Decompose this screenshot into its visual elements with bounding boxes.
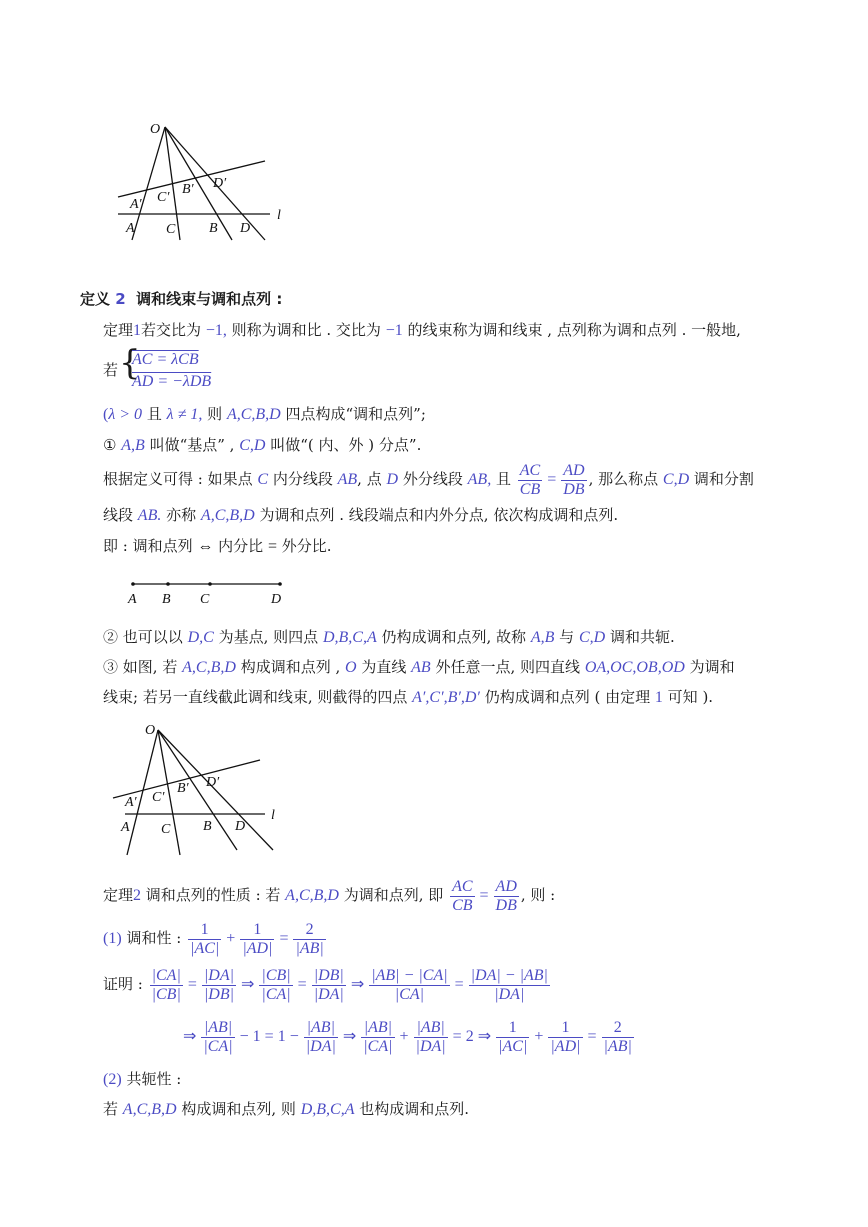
fraction [259,967,292,1004]
fraction [496,1019,529,1056]
text: 为直线 [361,658,407,676]
text: 叫做“( 内、外 ) 分点”. [270,436,422,454]
fig1-label-o: O [150,122,161,137]
fig3-label-o: O [145,723,156,738]
math-value: −1, [205,322,227,339]
item-label: (1) [103,930,122,947]
system-equation-1 [132,349,199,370]
operator: + [399,1028,409,1045]
fraction [414,1019,448,1056]
fraction [201,1019,234,1056]
paragraph-basepoints [103,435,421,456]
fig3-label-a: A [121,820,130,835]
fraction [602,1019,634,1056]
figure-harmonic-pencil-top [110,115,300,245]
numerator: 2 [602,1019,634,1038]
text: 且 [146,405,162,423]
numerator: AC [519,461,541,479]
fraction [304,1019,338,1056]
fraction [312,967,346,1004]
numerator: |AB| [304,1019,338,1038]
text: 共轭性 : [126,1070,182,1088]
denominator: |DB| [203,985,235,1003]
fig3-label-d: D [235,819,246,834]
text: ( [103,406,109,423]
text: 调和分割 [693,470,754,488]
item-label: (2) [103,1071,122,1088]
denominator: CB [452,896,473,914]
circled-number: ① [103,436,117,454]
denominator: |CA| [203,1037,233,1055]
denominator: |AD| [550,1037,581,1055]
math: A,B [530,629,555,646]
math: A,C,B,D [182,659,236,676]
numerator: 2 [293,921,325,940]
text: 可知 ). [667,688,714,706]
denominator: |AB| [603,1037,632,1055]
text: 叫做“基点” , [149,436,235,454]
text: 外分比. [281,537,332,555]
fig3-label-l: l [271,808,275,823]
denominator: |AB| [295,939,324,957]
section-title [80,289,282,309]
fig1-label-a1: A′ [130,197,142,212]
fraction [469,967,550,1004]
text: 为调和点列 . 线段端点和内外分点, 依次构成调和点列. [259,506,619,524]
denominator: |DA| [494,985,525,1003]
numerator: 1 [240,921,274,940]
denominator: |AC| [498,1037,528,1055]
text: 内分比 [218,537,264,555]
denominator: |CA| [363,1037,393,1055]
vector-equation: AC = λCB [132,351,199,368]
proof-line-2 [180,1016,636,1057]
math: O [345,659,357,676]
proof-label: 证明 : [103,975,143,993]
denominator: |DA| [313,985,344,1003]
numerator: 1 [496,1019,529,1038]
fig1-label-c: C [166,222,176,237]
fig3-label-c1: C′ [152,790,165,805]
theorem-number: 1 [133,322,142,339]
denominator: |DA| [305,1037,336,1055]
paragraph-definition [103,459,754,500]
math: AB. [137,507,162,524]
math: C [257,471,269,488]
denominator: CB [519,480,541,498]
fraction [548,1019,582,1056]
denominator: |CA| [394,985,425,1003]
left-brace: { [119,343,141,383]
system-prefix: 若 [103,361,119,379]
text: 调和性 : [126,929,182,947]
text: 调和共轭. [609,628,675,646]
denominator: |AC| [190,939,220,957]
operator: ⇒ [241,976,255,993]
text: 调和点列的性质 : 若 [145,886,281,904]
numerator: |DA| − |AB| [470,966,548,984]
math: AB [337,471,358,488]
operator: = [187,976,197,993]
operator: + [226,930,236,947]
fig1-label-b: B [209,221,218,236]
system-equation-2 [132,371,211,392]
text: 定理 [103,886,134,904]
text: 根据定义可得 : 如果点 [103,470,253,488]
fraction [188,921,221,958]
operator: − 1 = 1 − [239,1028,299,1045]
text: , 那么称点 [588,470,659,488]
section-title-text: 调和线束与调和点列 : [136,290,283,308]
numerator: |AB| [361,1019,394,1038]
text: 外任意一点, 则四直线 [435,658,581,676]
operator: = [587,1028,597,1045]
numerator: |AB| − |CA| [371,966,448,984]
math-value: −1 [385,322,403,339]
fig2-label-a: A [128,592,137,607]
figure-point-line [120,575,300,611]
math: OA,OC,OB,OD [584,659,685,676]
text: 也可以以 [122,628,183,646]
operator: = [279,930,289,947]
fig3-label-a1: A′ [125,795,137,810]
text: 的线束称为调和线束 , 点列称为调和点列 . 一般地, [407,321,741,339]
numerator: |AB| [201,1019,234,1038]
math: A,C,B,D [285,887,339,904]
denominator: |CA| [261,985,291,1003]
proof-line-1 [103,964,552,1005]
text: 定理 [103,321,134,339]
paragraph-segment [103,505,618,526]
fraction [518,462,542,499]
operator: ⇒ [350,976,365,993]
operator: = [479,887,489,904]
operator: ⇒ [342,1028,357,1045]
text: 如图, 若 [122,658,178,676]
paragraph-theorem1 [103,320,741,341]
vector-equation: AD = −λDB [132,373,212,390]
numerator: |CB| [261,966,291,984]
property-conjugate [103,1069,181,1090]
operator: = [547,471,557,488]
section-title-prefix: 定义 [80,290,111,308]
section-title-number: 2 [115,290,126,308]
text: , 点 [357,470,382,488]
text: 仍构成调和点列 ( 由定理 [484,688,651,706]
numerator: AD [563,461,585,479]
text: 且 [495,470,511,488]
numerator: 1 [188,921,221,940]
paragraph-transversal [103,687,713,708]
text: 为调和 [689,658,735,676]
math: λ ≠ 1, [166,406,203,423]
operator: = [454,976,464,993]
fig3-label-b: B [203,819,212,834]
fraction [240,921,274,958]
fig1-label-b1: B′ [182,182,194,197]
operator: ⇒ [183,1028,197,1045]
operator: = [297,976,307,993]
fig1-label-d: D [240,221,251,236]
text: 亦称 [166,506,197,524]
paragraph-final [103,1099,469,1120]
fraction [361,1019,394,1056]
fig2-label-c: C [200,592,210,607]
text: 四点构成“调和点列”; [285,405,426,423]
math: A,C,B,D [200,507,255,524]
text: 线束; 若另一直线截此调和线束, 则截得的四点 [103,688,408,706]
text: 若交比为 [141,321,202,339]
operator: ⇔ [197,538,214,555]
numerator: |DB| [313,966,344,984]
math: C,D [578,629,606,646]
math: A,B [121,437,145,454]
denominator: DB [563,480,585,498]
text: 则称为调和比 . 交比为 [231,321,381,339]
property-harmonic [103,918,328,959]
text: 仍构成调和点列, 故称 [381,628,527,646]
fig1-label-c1: C′ [157,190,170,205]
fig3-label-b1: B′ [177,781,189,796]
theorem-number: 2 [133,887,142,904]
figure-harmonic-pencil-middle [105,718,295,858]
fig1-label-l: l [277,208,281,223]
numerator: AC [452,877,473,895]
math: A,C,B,D [122,1101,177,1118]
fraction [450,878,474,915]
paragraph-condition [103,404,426,425]
math: C,D [662,471,690,488]
text: 为基点, 则四点 [218,628,319,646]
math: D [386,471,399,488]
math: D,C [187,629,214,646]
fraction [561,462,586,499]
numerator: AD [495,877,517,895]
paragraph-pencil [103,657,735,678]
math: C,D [239,437,266,454]
text: 外分线段 [402,470,463,488]
math: D,B,C,A [300,1101,355,1118]
paragraph-theorem2 [103,875,555,916]
fraction [494,878,519,915]
math: D,B,C,A [322,629,377,646]
fig3-label-c: C [161,822,171,837]
fig2-label-b: B [162,592,171,607]
fraction [369,967,449,1004]
text: , 则 : [520,886,556,904]
text: 若 [103,1100,119,1118]
text: 与 [559,628,575,646]
theorem-number: 1 [654,689,663,706]
text: 也构成调和点列. [359,1100,470,1118]
fraction [202,967,236,1004]
numerator: |CA| [151,966,181,984]
fig1-label-d1: D′ [213,176,227,191]
circled-number: ③ [103,658,119,676]
denominator: |CB| [151,985,181,1003]
text: 内分线段 [272,470,333,488]
fraction [150,967,183,1004]
text: 为调和点列, 即 [343,886,444,904]
circled-number: ② [103,628,119,646]
text: 线段 [103,506,134,524]
operator: + [534,1028,544,1045]
math: λ > 0 [108,406,143,423]
numerator: |DA| [203,966,235,984]
denominator: |AD| [242,939,273,957]
math: AB, [467,471,492,488]
fig2-label-d: D [271,592,282,607]
fraction [293,921,325,958]
numerator: 1 [548,1019,582,1038]
denominator: |DA| [415,1037,446,1055]
math: A′,C′,B′,D′ [412,689,480,706]
text: 构成调和点列, 则 [181,1100,296,1118]
paragraph-ratio [103,536,332,557]
fig1-label-a: A [126,221,135,236]
text: 即 : 调和点列 [103,537,193,555]
operator: = [267,538,277,555]
math: AB [411,659,431,676]
operator: = 2 ⇒ [452,1028,492,1045]
fig3-label-d1: D′ [206,775,220,790]
numerator: |AB| [414,1019,448,1038]
text: 构成调和点列 , [240,658,341,676]
paragraph-conjugate [103,627,675,648]
denominator: DB [495,896,517,914]
math: A,C,B,D [226,406,281,423]
text: 则 [207,405,223,423]
